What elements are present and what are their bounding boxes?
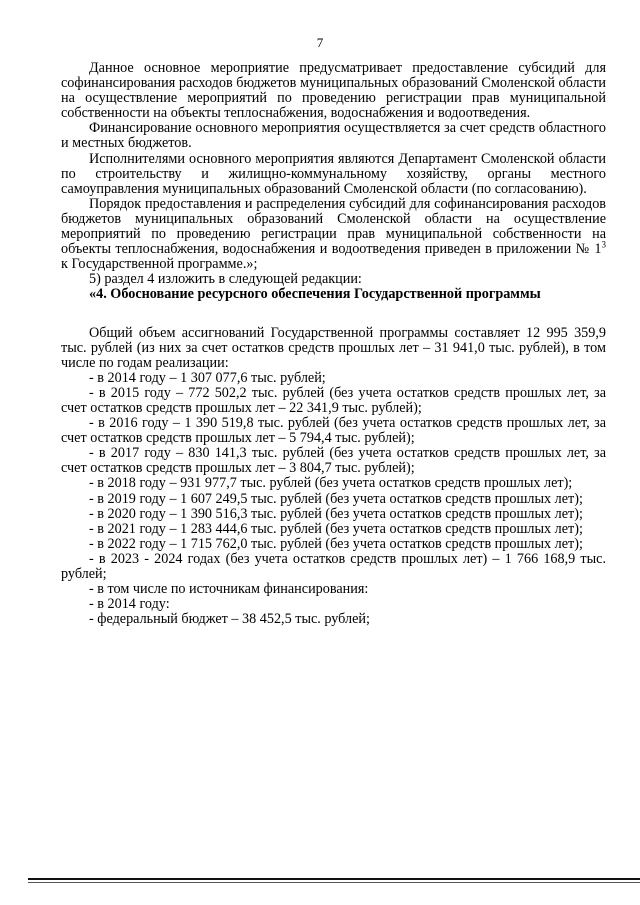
year-item-2015: - в 2015 году – 772 502,2 тыс. рублей (без учета остатков средств прошлых лет, за счет остатков средств прошлых лет – 22 341,9 тыс. рублей); <box>61 384 606 416</box>
paragraph-total-allocation: Общий объем ассигнований Государственной программы составляет 12 995 359,9 тыс. рублей (из них за счет остатков средств прошлых лет – 31 941,0 тыс. рублей), в том числе по годам реализации: <box>61 324 606 371</box>
paragraph-executors: Исполнителями основного мероприятия являются Департамент Смоленской области по строительству и жилищно-коммунальному хозяйству, органы местного самоуправления муниципальных образований Смоленской области (по согласованию). <box>61 150 606 197</box>
federal-budget-2014: - федеральный бюджет – 38 452,5 тыс. рублей; <box>89 611 370 628</box>
year-item-2014: - в 2014 году – 1 307 077,6 тыс. рублей; <box>89 369 326 386</box>
year-item-2019: - в 2019 году – 1 607 249,5 тыс. рублей (без учета остатков средств прошлых лет); <box>89 490 583 507</box>
year-item-2020: - в 2020 году – 1 390 516,3 тыс. рублей (без учета остатков средств прошлых лет); <box>89 505 583 522</box>
paragraph-subsidy-description: Данное основное мероприятие предусматривает предоставление субсидий для софинансирования расходов бюджетов муниципальных образований Смоленской области на осуществление мероприятий по проведению регистрации прав муниципальной собственности на объекты теплоснабжения, водоснабжения и водоотведения. <box>61 60 606 122</box>
year-item-2017: - в 2017 году – 830 141,3 тыс. рублей (без учета остатков средств прошлых лет, за счет остатков средств прошлых лет – 3 804,7 тыс. рублей); <box>61 445 606 477</box>
procedure-text-end: к Государственной программе.»; <box>61 256 258 273</box>
page-number: 7 <box>316 35 324 50</box>
year-item-2023-2024: - в 2023 - 2024 годах (без учета остатков средств прошлых лет) – 1 766 168,9 тыс. рублей; <box>61 550 606 582</box>
sources-intro: - в том числе по источникам финансирования: <box>89 581 369 598</box>
year-item-2016: - в 2016 году – 1 390 519,8 тыс. рублей (без учета остатков средств прошлых лет, за счет остатков средств прошлых лет – 5 794,4 тыс. рублей); <box>61 415 606 447</box>
year-item-2018: - в 2018 году – 931 977,7 тыс. рублей (без учета остатков средств прошлых лет); <box>89 475 573 492</box>
appendix-superscript: 3 <box>601 239 606 250</box>
paragraph-procedure <box>61 197 606 272</box>
section-heading: «4. Обоснование ресурсного обеспечения Государственной программы <box>89 286 541 303</box>
bottom-border-line <box>28 878 640 880</box>
bottom-border-line-secondary <box>28 882 640 883</box>
document-body <box>61 61 606 627</box>
year-item-2022: - в 2022 году – 1 715 762,0 тыс. рублей (без учета остатков средств прошлых лет); <box>89 535 583 552</box>
paragraph-amendment: 5) раздел 4 изложить в следующей редакции: <box>89 271 362 288</box>
procedure-text: Порядок предоставления и распределения субсидий для софинансирования расходов бюджетов муниципальных образований Смоленской области на осуществление мероприятий по проведению регистрации прав муниципальной собственности на объекты теплоснабжения, водоснабжения и водоотведения приведен в приложении № 1 <box>61 195 606 258</box>
paragraph-financing: Финансирование основного мероприятия осуществляется за счет средств областного и местных бюджетов. <box>61 120 606 152</box>
year-2014-label: - в 2014 году: <box>89 596 170 613</box>
year-item-2021: - в 2021 году – 1 283 444,6 тыс. рублей (без учета остатков средств прошлых лет); <box>89 520 583 537</box>
